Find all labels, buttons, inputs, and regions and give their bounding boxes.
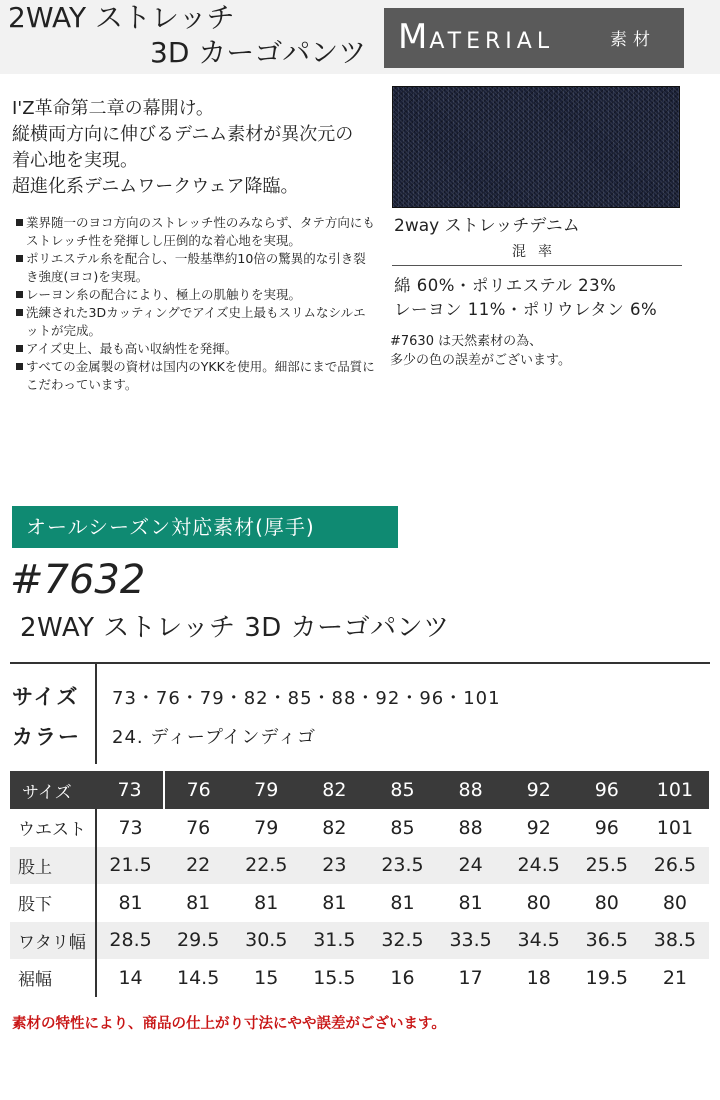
blend-divider <box>392 265 682 266</box>
composition-line1: 綿 60%・ポリエステル 23% <box>394 276 617 295</box>
table-cell: 15 <box>254 966 279 989</box>
model-number: #7632 <box>10 557 146 603</box>
table-row <box>10 959 709 997</box>
table-cell: 26.5 <box>641 847 709 885</box>
color-value: 24. ディープインディゴ <box>112 727 316 748</box>
model-name: 2WAY ストレッチ 3D カーゴパンツ <box>20 613 450 643</box>
table-cell: 81 <box>254 891 279 914</box>
table-cell: 24.5 <box>505 847 573 885</box>
page-header <box>0 0 720 74</box>
material-heading <box>398 17 555 59</box>
table-cell: 88 <box>458 816 483 839</box>
material-heading-initial: M <box>398 17 430 57</box>
color-label: カラー <box>12 725 81 749</box>
table-cell: 28.5 <box>96 922 164 960</box>
table-cell: 36.5 <box>573 922 641 960</box>
table-cell: 15.5 <box>313 966 356 989</box>
size-chart-header-cell: 82 <box>300 771 368 809</box>
table-cell: 18 <box>526 966 551 989</box>
table-cell: 81 <box>458 891 483 914</box>
table-cell: 76 <box>186 816 211 839</box>
table-cell: 14.5 <box>177 966 220 989</box>
product-title-line1: 2WAY ストレッチ <box>8 1 235 34</box>
size-chart-header-cell: 92 <box>505 771 573 809</box>
row-label: 裾幅 <box>10 959 96 997</box>
table-row <box>10 809 709 847</box>
table-cell: 73 <box>118 816 143 839</box>
color-note-line2: 多少の色の誤差がございます。 <box>390 353 571 368</box>
table-cell: 29.5 <box>164 922 232 960</box>
size-value: 73・76・79・82・85・88・92・96・101 <box>112 688 501 709</box>
table-cell: 30.5 <box>232 922 300 960</box>
table-cell: 17 <box>458 966 483 989</box>
table-cell: 79 <box>254 816 279 839</box>
intro-line: 縦横両方向に伸びるデニム素材が異次元の <box>12 124 354 145</box>
table-cell: 31.5 <box>300 922 368 960</box>
feature-item: レーヨン糸の配合により、極上の肌触りを実現。 <box>16 286 376 304</box>
size-chart-header-row <box>10 771 709 809</box>
table-cell: 82 <box>322 816 347 839</box>
table-cell: 80 <box>526 891 551 914</box>
material-heading-rest: ATERIAL <box>429 29 555 54</box>
size-chart-header-cell: 85 <box>368 771 436 809</box>
table-cell: 32.5 <box>368 922 436 960</box>
table-row <box>10 922 709 960</box>
table-cell: 16 <box>390 966 415 989</box>
table-cell: 80 <box>662 891 688 914</box>
table-cell: 34.5 <box>505 922 573 960</box>
table-cell: 81 <box>390 891 415 914</box>
row-label: 股下 <box>10 884 96 922</box>
table-row <box>10 884 709 922</box>
row-label: ワタリ幅 <box>10 922 96 960</box>
table-cell: 24 <box>437 847 505 885</box>
table-cell: 25.5 <box>573 847 641 885</box>
table-cell: 85 <box>390 816 415 839</box>
feature-list <box>16 214 376 394</box>
feature-item: 業界随一のヨコ方向のストレッチ性のみならず、タテ方向にもストレッチ性を発揮しし圧倒的な着心地を実現。 <box>16 214 376 250</box>
material-heading-box <box>384 8 684 68</box>
size-chart-header-label: サイズ <box>10 771 96 809</box>
intro-line: I'Z革命第二章の幕開け。 <box>12 98 214 119</box>
table-cell: 22.5 <box>232 847 300 885</box>
table-cell: 96 <box>594 816 619 839</box>
intro-copy <box>12 96 382 200</box>
spec-divider <box>10 662 710 664</box>
table-cell: 92 <box>526 816 551 839</box>
size-chart-header-cell: 88 <box>437 771 505 809</box>
row-label: ウエスト <box>10 809 96 847</box>
table-cell: 23.5 <box>368 847 436 885</box>
table-cell: 14 <box>118 966 143 989</box>
table-cell: 23 <box>300 847 368 885</box>
size-chart-header-cell: 101 <box>641 771 709 809</box>
size-label: サイズ <box>12 685 80 709</box>
feature-item: すべての金属製の資材は国内のYKKを使用。細部にまで品質にこだわっています。 <box>16 358 376 394</box>
table-cell: 21 <box>662 966 688 989</box>
tolerance-disclaimer: 素材の特性により、商品の仕上がり寸法にやや誤差がございます。 <box>12 1016 446 1032</box>
table-cell: 38.5 <box>641 922 709 960</box>
size-chart-header-cell: 73 <box>96 771 164 809</box>
size-chart-table <box>10 771 710 997</box>
intro-line: 着心地を実現。 <box>12 150 138 171</box>
size-chart-header-cell: 96 <box>573 771 641 809</box>
row-label: 股上 <box>10 847 96 885</box>
table-cell: 81 <box>322 891 347 914</box>
color-note-line1: #7630 は天然素材の為、 <box>390 334 543 349</box>
fabric-name: 2way ストレッチデニム <box>394 216 580 236</box>
table-cell: 81 <box>186 891 211 914</box>
color-note <box>390 332 690 370</box>
table-cell: 33.5 <box>437 922 505 960</box>
table-cell: 80 <box>594 891 619 914</box>
material-heading-jp: 素材 <box>610 30 656 50</box>
table-cell: 81 <box>118 891 143 914</box>
table-cell: 101 <box>656 816 694 839</box>
intro-line: 超進化系デニムワークウェア降臨。 <box>12 176 299 197</box>
product-title-line2: 3D カーゴパンツ <box>150 36 367 69</box>
blend-label: 混率 <box>512 244 564 260</box>
composition-line2: レーヨン 11%・ポリウレタン 6% <box>394 300 658 319</box>
season-badge: オールシーズン対応素材(厚手) <box>12 506 398 548</box>
feature-item: 洗練された3Dカッティングでアイズ史上最もスリムなシルエットが完成。 <box>16 304 376 340</box>
fabric-swatch-image <box>392 86 680 208</box>
table-cell: 22 <box>164 847 232 885</box>
size-chart-header-cell: 79 <box>232 771 300 809</box>
table-cell: 19.5 <box>585 966 628 989</box>
table-cell: 21.5 <box>96 847 164 885</box>
feature-item: アイズ史上、最も高い収納性を発揮。 <box>16 340 376 358</box>
feature-item: ポリエステル糸を配合し、一般基準約10倍の驚異的な引き裂き強度(ヨコ)を実現。 <box>16 250 376 286</box>
table-row <box>10 847 709 885</box>
spec-column-divider <box>95 664 97 764</box>
size-chart-header-cell: 76 <box>164 771 232 809</box>
